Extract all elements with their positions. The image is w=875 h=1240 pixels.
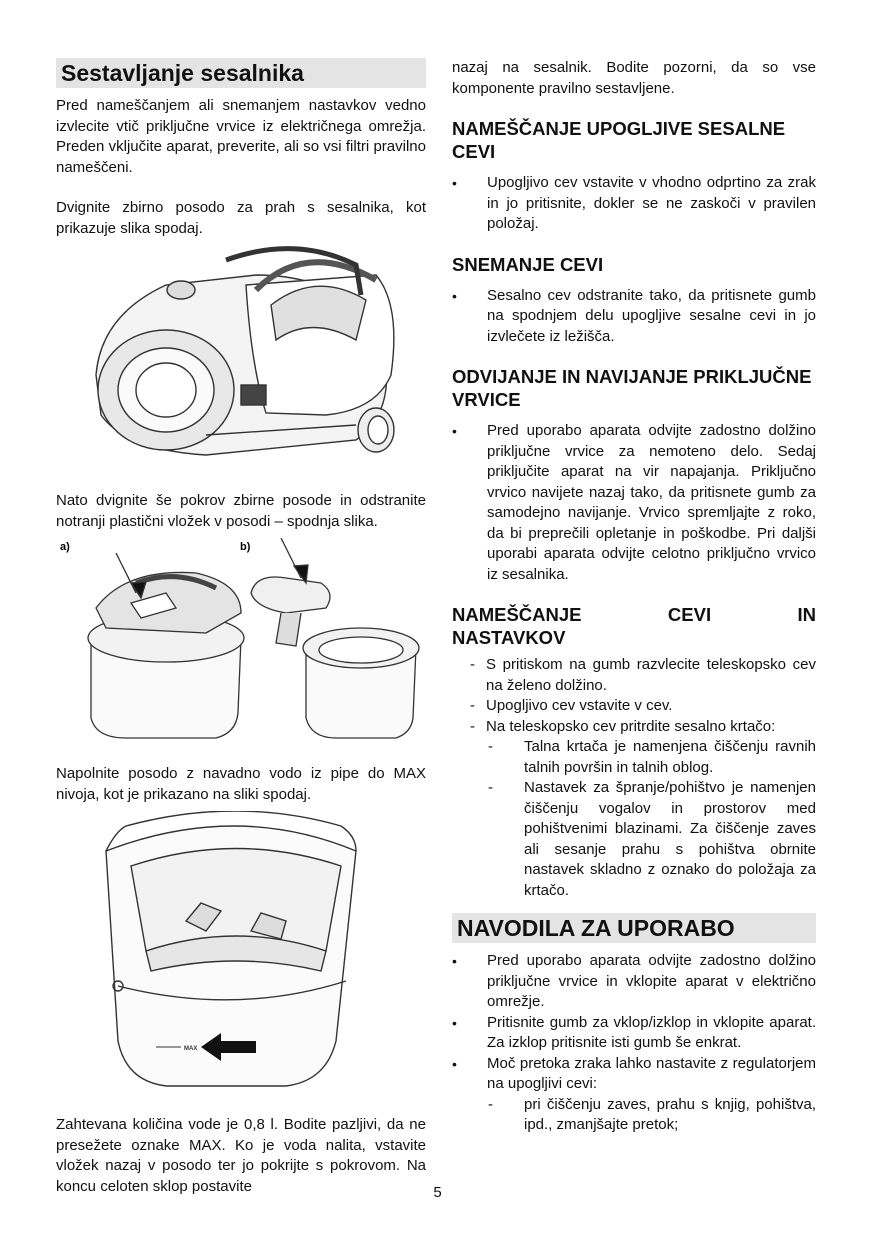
max-mark-label: MAX (184, 1046, 198, 1052)
heading-cord: ODVIJANJE IN NAVIJANJE PRIKLJUČNE VRVICE (452, 366, 812, 410)
list-item: • Pred uporabo aparata odvijte zadostno dolžino priključne vrvice za nemoteno delo. Sedaj priključite aparat na vir napajanja. Priključno vrvico navijete nazaj tako, da pritisnete gumb za samodejno navijanje. Vrvico spremljajte z roko, da bi preprečili opletanje in poškodbe. Pri daljši uporabi aparata odvijte celotno priključno vrvico iz sesalnika. (452, 421, 816, 585)
container-lid-illustration (56, 538, 426, 758)
list-cord (452, 421, 816, 585)
list-item: • Upogljivo cev vstavite v vhodno odprtino za zrak in jo pritisnite, dokler se ne zaskoči v pravilen položaj. (452, 173, 816, 235)
left-column (56, 58, 426, 1197)
paragraph-lift-lid: Nato dvignite še pokrov zbirne posode in odstranite notranji plastični vložek v posodi – spodnja slika. (56, 492, 426, 530)
list-item: - Nastavek za špranje/pohištvo je namenjen čiščenju vogalov in prostorov med pohištvenimi blazinami. Za čiščenje zaves ali sesanje prahu s pohištva obrnite nastavek skladno z oznako do položaja za krtačo. (452, 778, 816, 901)
list-item: • Moč pretoka zraka lahko nastavite z regulatorjem na upogljivi cevi: (452, 1054, 816, 1095)
paragraph-fill-water: Napolnite posodo z navadno vodo iz pipe do MAX nivoja, kot je prikazano na sliki spodaj. (56, 765, 426, 803)
paragraph-lift-container: Dvignite zbirno posodo za prah s sesalnika, kot prikazuje slika spodaj. (56, 199, 426, 237)
figure-label-b: b) (240, 541, 251, 553)
list-item: • Pritisnite gumb za vklop/izklop in vklopite aparat. Za izklop pritisnite isti gumb še enkrat. (452, 1013, 816, 1054)
paragraph-water-amount: Zahtevana količina vode je 0,8 l. Bodite pazljivi, da ne presežete oznake MAX. Ko je voda nalita, vstavite vložek nazaj v posodo ter jo pokrijte s pokrovom. Na koncu celoten sklop postavite (56, 1116, 426, 1195)
vacuum-cleaner-illustration (56, 245, 426, 485)
paragraph-continued: nazaj na sesalnik. Bodite pozorni, da so vse komponente pravilno sestavljene. (452, 59, 816, 97)
list-item: - Talna krtača je namenjena čiščenju ravnih talnih površin in talnih oblog. (452, 737, 816, 778)
paragraph-intro: Pred nameščanjem ali snemanjem nastavkov vedno izvlecite vtič priključne vrvice iz električnega omrežja. Preden vključite aparat, preverite, ali so vsi filtri pravilno nameščeni. (56, 97, 426, 176)
section-title-usage: NAVODILA ZA UPORABO (452, 913, 816, 943)
heading-hose-remove: SNEMANJE CEVI (452, 253, 604, 275)
right-column (452, 58, 816, 1136)
list-item: - Na teleskopsko cev pritrdite sesalno krtačo: (452, 717, 816, 738)
section-title-assembly: Sestavljanje sesalnika (56, 58, 426, 88)
list-item: - Upogljivo cev vstavite v cev. (452, 696, 816, 717)
heading-hose-install: NAMEŠČANJE UPOGLJIVE SESALNE CEVI (452, 118, 786, 162)
heading-word: IN (797, 604, 816, 625)
heading-word: CEVI (667, 604, 712, 625)
page-number: 5 (433, 1184, 442, 1201)
heading-word: NAMEŠČANJE (452, 604, 582, 625)
list-hose-install (452, 173, 816, 235)
list-item: • Pred uporabo aparata odvijte zadostno dolžino priključne vrvice in vklopite aparat v električno omrežje. (452, 951, 816, 1013)
list-attachment-types (452, 737, 816, 901)
list-attachments (452, 655, 816, 737)
list-hose-remove (452, 286, 816, 348)
heading-word: NASTAVKOV (452, 627, 566, 648)
figure-label-a: a) (60, 541, 70, 553)
list-usage-sub (452, 1095, 816, 1136)
water-container-illustration (56, 811, 426, 1111)
list-usage (452, 951, 816, 1095)
heading-attachments (452, 603, 816, 649)
list-item: • Sesalno cev odstranite tako, da pritisnete gumb na spodnjem delu upogljive sesalne cevi in jo izvlečete iz ležišča. (452, 286, 816, 348)
list-item: - S pritiskom na gumb razvlecite teleskopsko cev na želeno dolžino. (452, 655, 816, 696)
list-item: - pri čiščenju zaves, prahu s knjig, pohištva, ipd., zmanjšajte pretok; (452, 1095, 816, 1136)
